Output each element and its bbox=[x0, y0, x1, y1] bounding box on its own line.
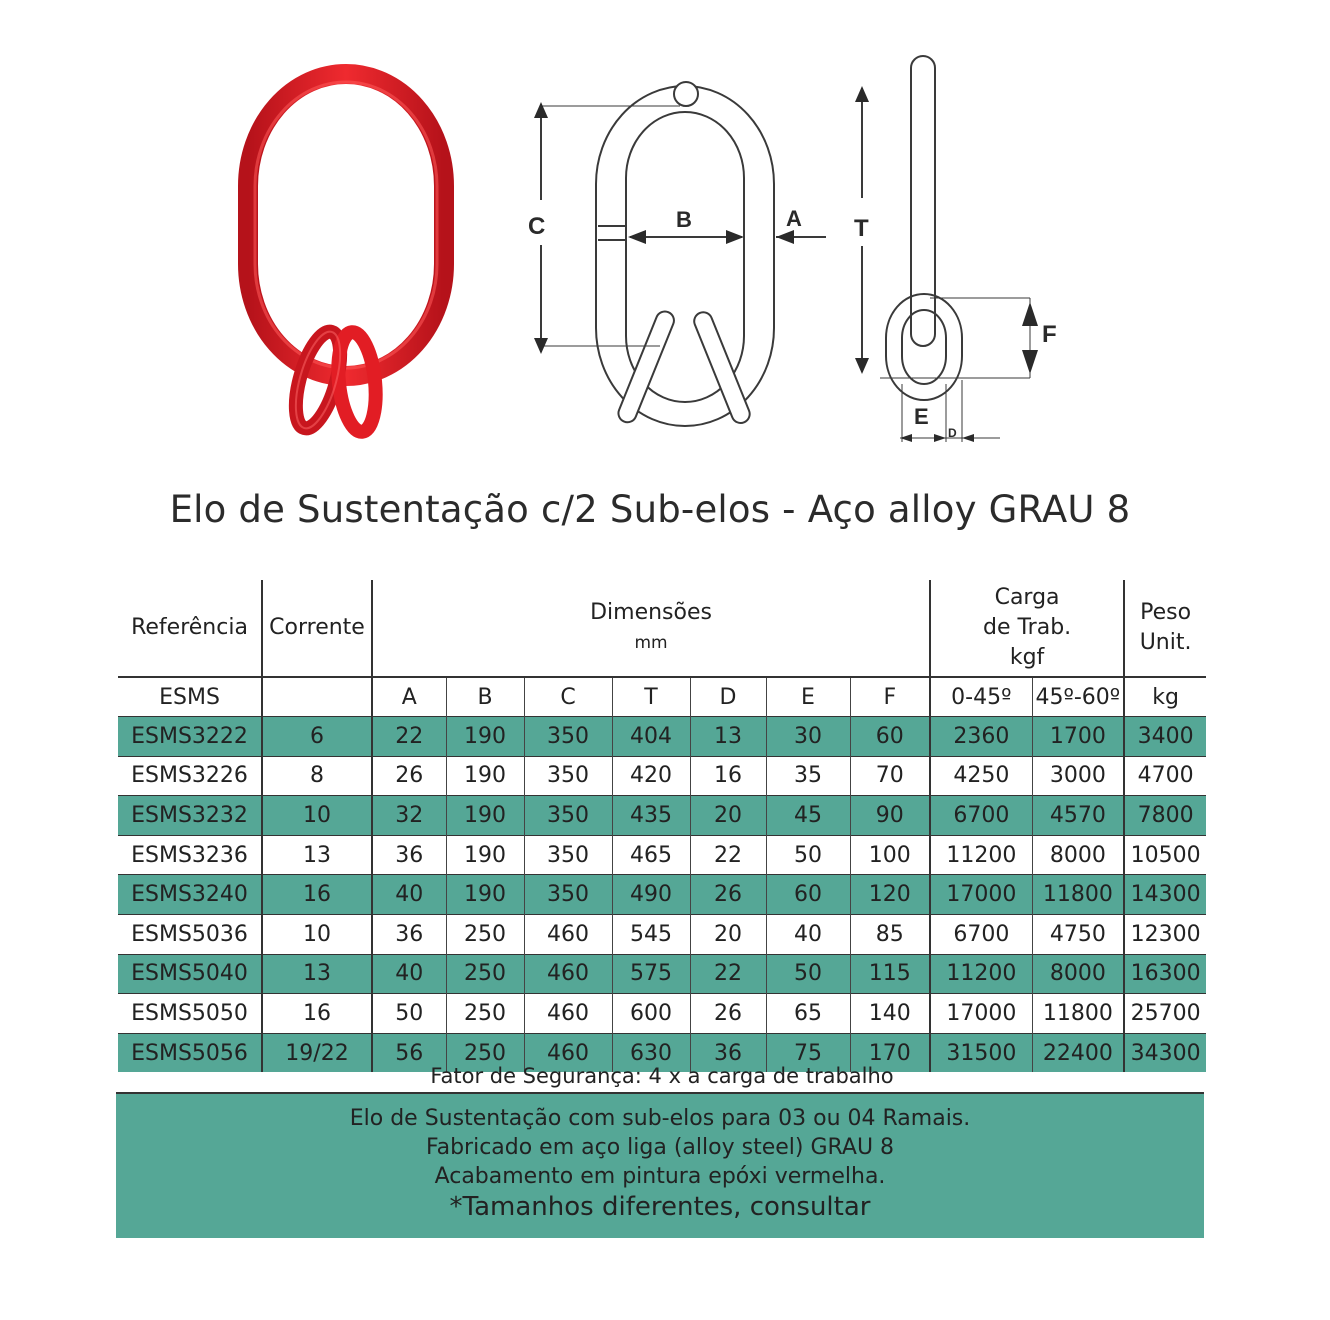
table-cell: 60 bbox=[766, 875, 850, 915]
table-cell: 7800 bbox=[1124, 796, 1206, 836]
table-cell: 4570 bbox=[1032, 796, 1124, 836]
reference-cell: ESMS5040 bbox=[118, 954, 262, 994]
header-dimensoes-unit: mm bbox=[634, 633, 668, 653]
table-cell: 17000 bbox=[930, 875, 1032, 915]
table-cell: 36 bbox=[690, 1033, 766, 1072]
table-cell: 31500 bbox=[930, 1033, 1032, 1072]
table-cell: 10500 bbox=[1124, 835, 1206, 875]
table-cell: 190 bbox=[446, 717, 524, 757]
table-cell: 56 bbox=[372, 1033, 446, 1072]
table-cell: 10 bbox=[262, 796, 372, 836]
table-cell: 11200 bbox=[930, 954, 1032, 994]
table-cell: 190 bbox=[446, 875, 524, 915]
table-cell: 3000 bbox=[1032, 756, 1124, 796]
subheader-cell: ESMS bbox=[118, 677, 262, 717]
table-cell: 2360 bbox=[930, 717, 1032, 757]
table-cell: 30 bbox=[766, 717, 850, 757]
header-corrente: Corrente bbox=[262, 580, 372, 677]
reference-cell: ESMS5050 bbox=[118, 994, 262, 1034]
table-row bbox=[118, 756, 1206, 796]
table-cell: 50 bbox=[372, 994, 446, 1034]
table-cell: 4700 bbox=[1124, 756, 1206, 796]
table-row bbox=[118, 914, 1206, 954]
info-line-2: Fabricado em aço liga (alloy steel) GRAU 8 bbox=[425, 1135, 895, 1160]
product-illustrations bbox=[0, 0, 1330, 470]
table-cell: 17000 bbox=[930, 994, 1032, 1034]
table-cell: 460 bbox=[524, 954, 612, 994]
side-view-drawing bbox=[855, 56, 1038, 442]
table-cell: 22 bbox=[690, 835, 766, 875]
header-referencia: Referência bbox=[131, 615, 248, 640]
header-dimensoes-label: Dimensões bbox=[590, 600, 712, 625]
table-cell: 575 bbox=[612, 954, 690, 994]
red-master-link-image bbox=[248, 74, 444, 434]
subheader-cell: A bbox=[372, 677, 446, 717]
table-cell: 26 bbox=[372, 756, 446, 796]
table-cell: 36 bbox=[372, 835, 446, 875]
table-cell: 8000 bbox=[1032, 835, 1124, 875]
table-cell: 16 bbox=[262, 875, 372, 915]
header-peso-line1: Peso bbox=[1140, 600, 1192, 625]
subheader-cell: D bbox=[690, 677, 766, 717]
subheader-cell: E bbox=[766, 677, 850, 717]
table-cell: 13 bbox=[262, 835, 372, 875]
table-cell: 11800 bbox=[1032, 994, 1124, 1034]
table-cell: 36 bbox=[372, 914, 446, 954]
table-cell: 350 bbox=[524, 875, 612, 915]
front-view-drawing bbox=[534, 82, 826, 426]
table-cell: 630 bbox=[612, 1033, 690, 1072]
table-cell: 85 bbox=[850, 914, 930, 954]
table-cell: 350 bbox=[524, 835, 612, 875]
table-cell: 8000 bbox=[1032, 954, 1124, 994]
table-cell: 350 bbox=[524, 756, 612, 796]
table-cell: 50 bbox=[766, 954, 850, 994]
table-cell: 350 bbox=[524, 717, 612, 757]
table-cell: 460 bbox=[524, 914, 612, 954]
table-subheader-row bbox=[118, 677, 1206, 717]
reference-cell: ESMS5036 bbox=[118, 914, 262, 954]
subheader-cell: 45º-60º bbox=[1032, 677, 1124, 717]
table-cell: 26 bbox=[690, 994, 766, 1034]
table-row bbox=[118, 954, 1206, 994]
header-carga bbox=[930, 580, 1124, 677]
table-cell: 250 bbox=[446, 994, 524, 1034]
table-cell: 250 bbox=[446, 914, 524, 954]
table-cell: 4250 bbox=[930, 756, 1032, 796]
specifications-table bbox=[118, 580, 1206, 1072]
table-cell: 3400 bbox=[1124, 717, 1206, 757]
table-row bbox=[118, 796, 1206, 836]
subheader-cell: F bbox=[850, 677, 930, 717]
table-cell: 40 bbox=[766, 914, 850, 954]
table-cell: 435 bbox=[612, 796, 690, 836]
table-cell: 75 bbox=[766, 1033, 850, 1072]
info-line-4: *Tamanhos diferentes, consultar bbox=[449, 1192, 871, 1222]
header-peso bbox=[1124, 580, 1206, 677]
table-cell: 14300 bbox=[1124, 875, 1206, 915]
table-cell: 22 bbox=[372, 717, 446, 757]
table-cell: 545 bbox=[612, 914, 690, 954]
table-cell: 350 bbox=[524, 796, 612, 836]
table-cell: 20 bbox=[690, 914, 766, 954]
table-cell: 6 bbox=[262, 717, 372, 757]
table-cell: 65 bbox=[766, 994, 850, 1034]
info-line-1: Elo de Sustentação com sub-elos para 03 ou 04 Ramais. bbox=[349, 1106, 971, 1131]
table-cell: 11800 bbox=[1032, 875, 1124, 915]
safety-factor-note: Fator de Segurança: 4 x a carga de trabalho bbox=[430, 1064, 894, 1088]
header-carga-line1: Carga bbox=[994, 585, 1060, 610]
table-cell: 6700 bbox=[930, 914, 1032, 954]
dim-label-b: B bbox=[676, 207, 692, 232]
reference-cell: ESMS3232 bbox=[118, 796, 262, 836]
subheader-cell: C bbox=[524, 677, 612, 717]
dim-label-t: T bbox=[854, 215, 869, 242]
table-cell: 16 bbox=[690, 756, 766, 796]
table-cell: 22400 bbox=[1032, 1033, 1124, 1072]
table-cell: 8 bbox=[262, 756, 372, 796]
table-cell: 404 bbox=[612, 717, 690, 757]
table-cell: 4750 bbox=[1032, 914, 1124, 954]
header-carga-line3: kgf bbox=[1009, 645, 1045, 670]
table-cell: 190 bbox=[446, 796, 524, 836]
table-cell: 490 bbox=[612, 875, 690, 915]
table-cell: 22 bbox=[690, 954, 766, 994]
table-cell: 170 bbox=[850, 1033, 930, 1072]
reference-cell: ESMS5056 bbox=[118, 1033, 262, 1072]
table-cell: 6700 bbox=[930, 796, 1032, 836]
reference-cell: ESMS3240 bbox=[118, 875, 262, 915]
header-peso-line2: Unit. bbox=[1139, 630, 1192, 655]
table-cell: 100 bbox=[850, 835, 930, 875]
table-cell: 13 bbox=[262, 954, 372, 994]
table-cell: 420 bbox=[612, 756, 690, 796]
table-cell: 50 bbox=[766, 835, 850, 875]
page-title: Elo de Sustentação c/2 Sub-elos - Aço alloy GRAU 8 bbox=[169, 488, 1131, 531]
table-cell: 600 bbox=[612, 994, 690, 1034]
reference-cell: ESMS3222 bbox=[118, 717, 262, 757]
table-cell: 25700 bbox=[1124, 994, 1206, 1034]
table-cell: 465 bbox=[612, 835, 690, 875]
table-row bbox=[118, 717, 1206, 757]
subheader-cell: T bbox=[612, 677, 690, 717]
table-body bbox=[118, 717, 1206, 1073]
table-cell: 190 bbox=[446, 835, 524, 875]
table-cell: 190 bbox=[446, 756, 524, 796]
table-cell: 460 bbox=[524, 1033, 612, 1072]
table-row bbox=[118, 835, 1206, 875]
table-cell: 460 bbox=[524, 994, 612, 1034]
table-row bbox=[118, 875, 1206, 915]
table-header-row bbox=[118, 580, 1206, 677]
table-cell: 35 bbox=[766, 756, 850, 796]
reference-cell: ESMS3226 bbox=[118, 756, 262, 796]
table-row bbox=[118, 994, 1206, 1034]
table-cell: 60 bbox=[850, 717, 930, 757]
table-cell: 26 bbox=[690, 875, 766, 915]
dim-label-e: E bbox=[914, 404, 929, 429]
subheader-cell: 0-45º bbox=[930, 677, 1032, 717]
table-cell: 140 bbox=[850, 994, 930, 1034]
dim-label-a: A bbox=[786, 206, 802, 231]
table-cell: 120 bbox=[850, 875, 930, 915]
table-cell: 20 bbox=[690, 796, 766, 836]
table-cell: 11200 bbox=[930, 835, 1032, 875]
table-cell: 34300 bbox=[1124, 1033, 1206, 1072]
table-cell: 250 bbox=[446, 954, 524, 994]
table-cell: 45 bbox=[766, 796, 850, 836]
table-cell: 19/22 bbox=[262, 1033, 372, 1072]
table-cell: 40 bbox=[372, 954, 446, 994]
reference-cell: ESMS3236 bbox=[118, 835, 262, 875]
header-dimensoes bbox=[372, 580, 930, 677]
info-box bbox=[116, 1094, 1204, 1238]
table-cell: 32 bbox=[372, 796, 446, 836]
subheader-cell: kg bbox=[1124, 677, 1206, 717]
table-cell: 90 bbox=[850, 796, 930, 836]
dim-label-d: D bbox=[948, 426, 957, 440]
info-line-3: Acabamento em pintura epóxi vermelha. bbox=[434, 1164, 886, 1189]
table-cell: 16 bbox=[262, 994, 372, 1034]
table-cell: 10 bbox=[262, 914, 372, 954]
table-cell: 1700 bbox=[1032, 717, 1124, 757]
dim-label-f: F bbox=[1042, 321, 1057, 348]
subheader-cell: B bbox=[446, 677, 524, 717]
subheader-cell bbox=[262, 677, 372, 717]
header-carga-line2: de Trab. bbox=[982, 615, 1072, 640]
table-cell: 70 bbox=[850, 756, 930, 796]
table-cell: 40 bbox=[372, 875, 446, 915]
table-cell: 250 bbox=[446, 1033, 524, 1072]
dim-label-c: C bbox=[528, 213, 546, 240]
table-cell: 115 bbox=[850, 954, 930, 994]
table-cell: 12300 bbox=[1124, 914, 1206, 954]
table-cell: 16300 bbox=[1124, 954, 1206, 994]
table-cell: 13 bbox=[690, 717, 766, 757]
